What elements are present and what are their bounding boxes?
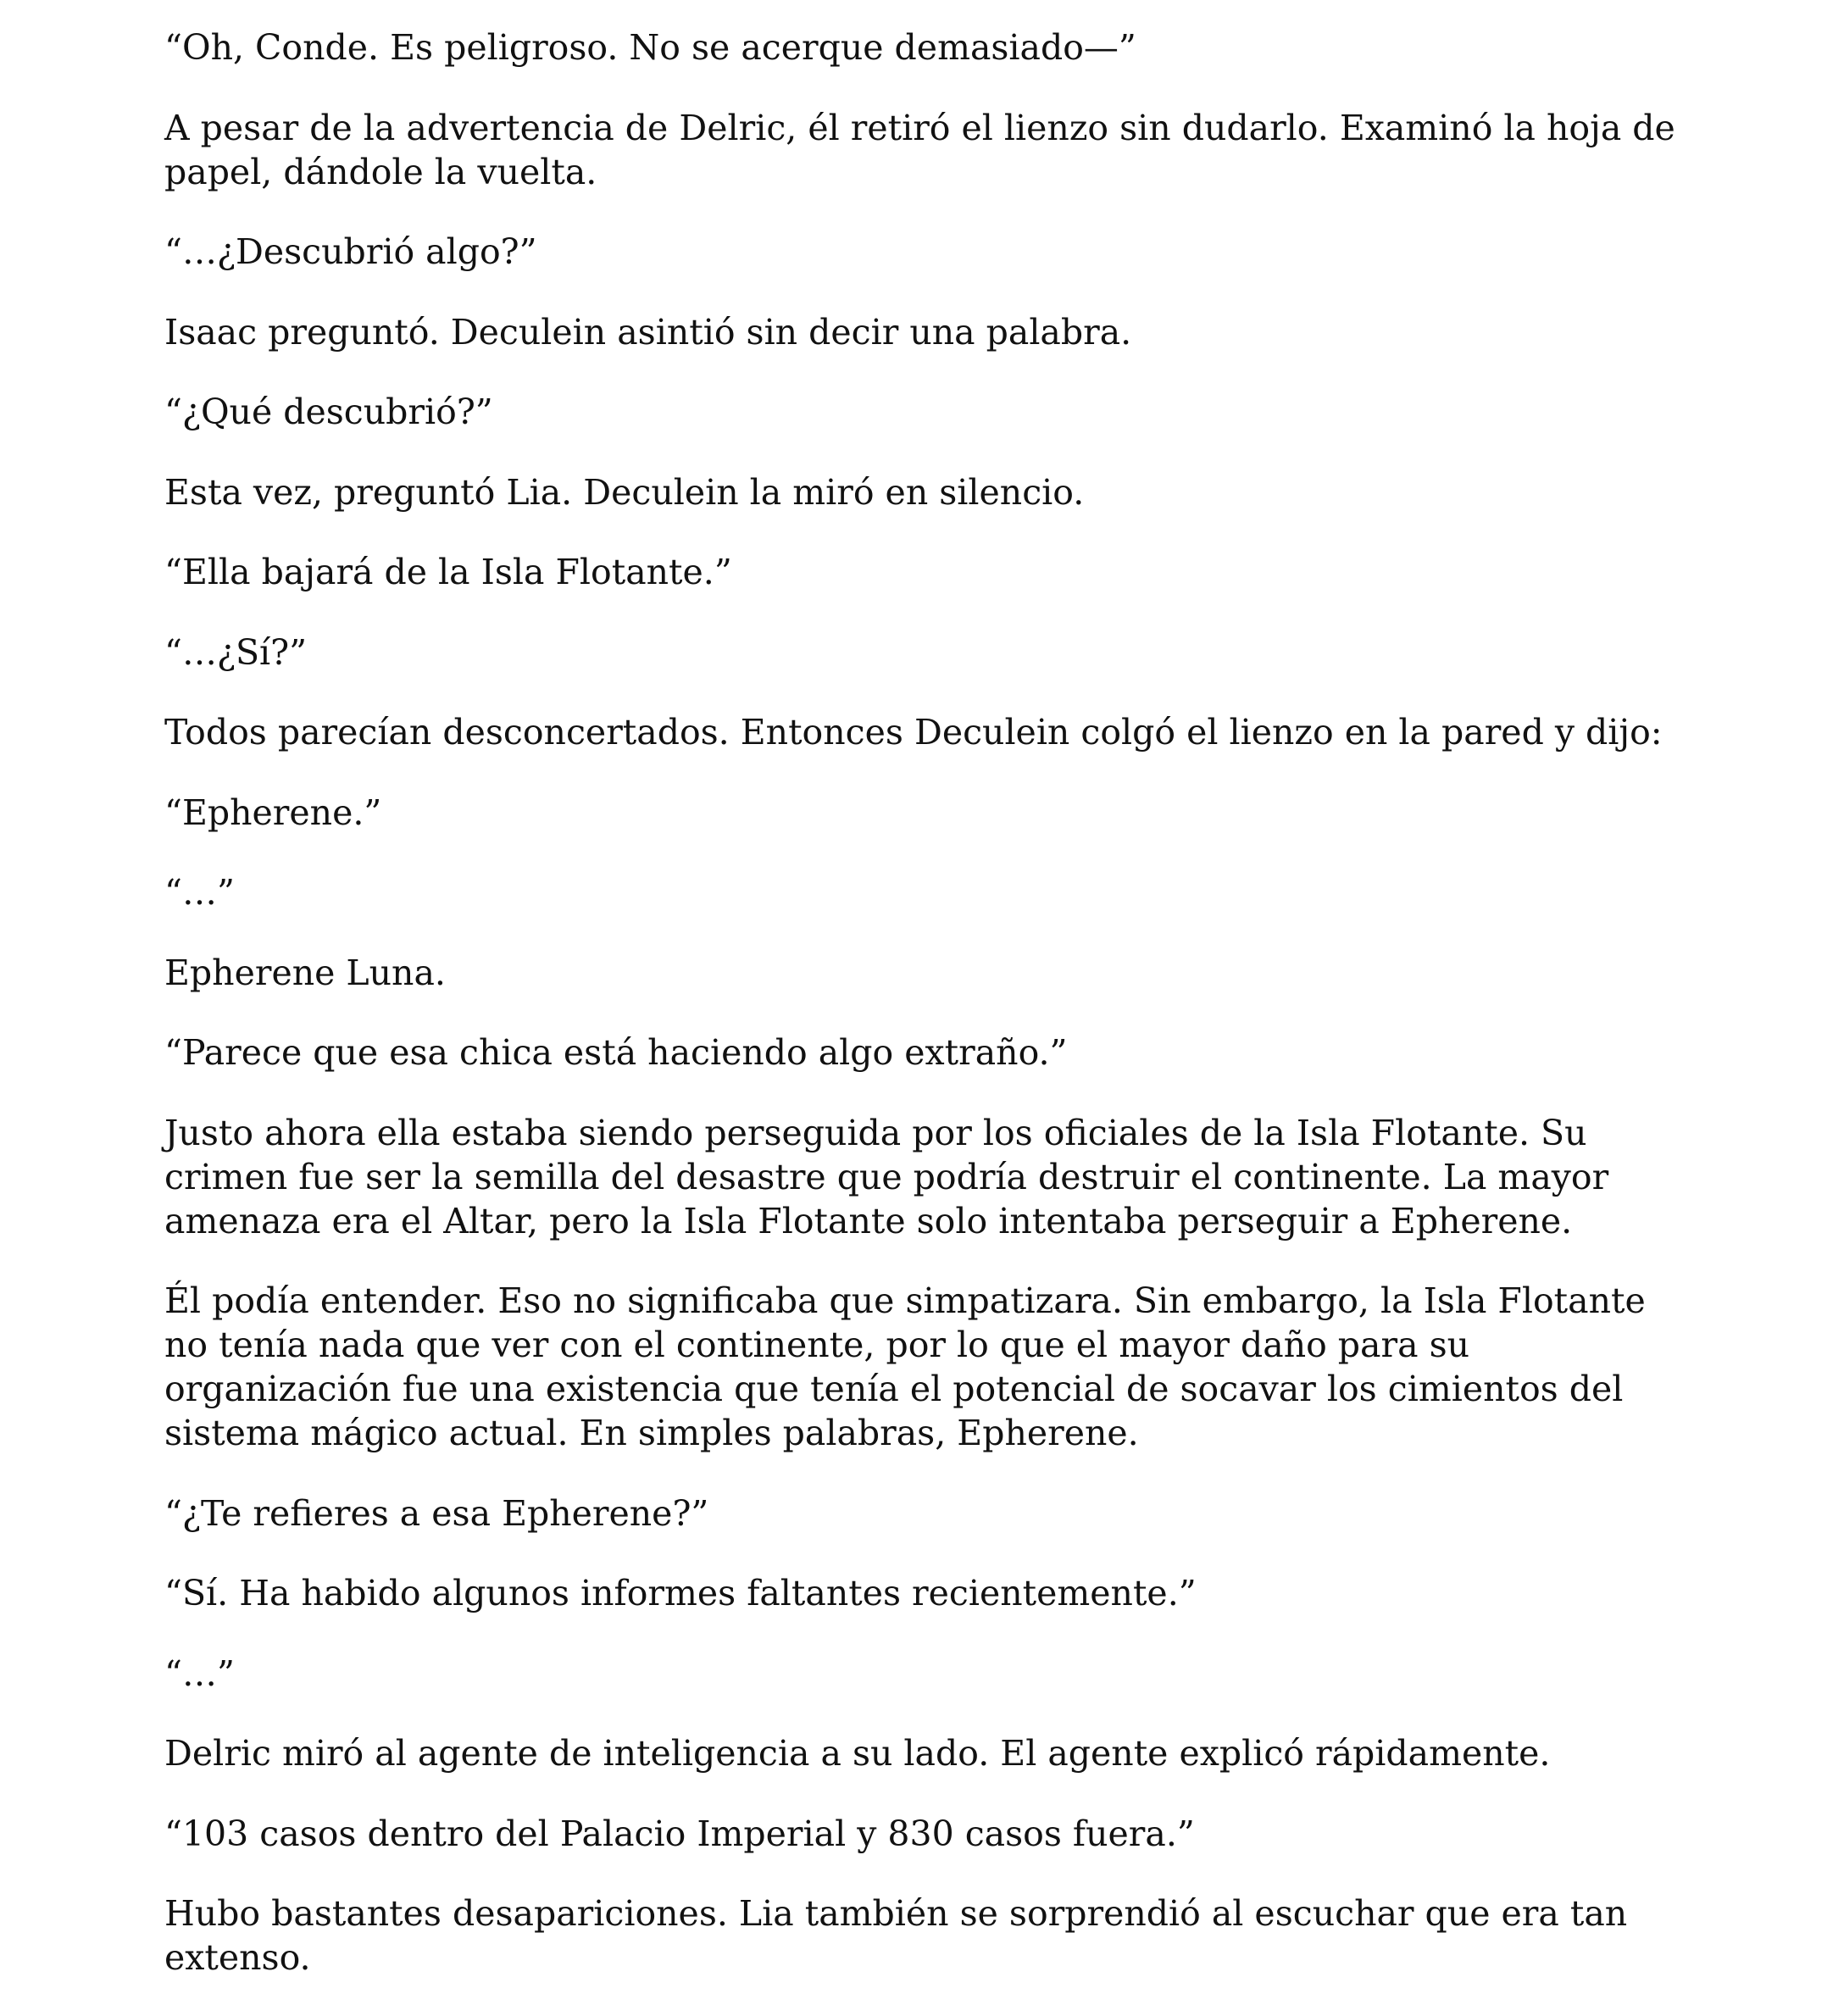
paragraph: Justo ahora ella estaba siendo perseguida por los oficiales de la Isla Flotante. Su crimen fue ser la semilla del desastre que podría destruir el continente. La mayor amenaza era el Altar, pero la Isla Flotante solo intentaba perseguir a Epherene. [164, 1112, 1609, 1241]
paragraph: Isaac preguntó. Deculein asintió sin decir una palabra. [164, 311, 1132, 353]
paragraph: “Oh, Conde. Es peligroso. No se acerque demasiado—” [164, 27, 1136, 68]
paragraph: “…” [164, 1652, 235, 1694]
paragraph: A pesar de la advertencia de Delric, él retiró el lienzo sin dudarlo. Examinó la hoja de papel, dándole la vuelta. [164, 107, 1675, 192]
paragraph: “¿Te refieres a esa Epherene?” [164, 1492, 709, 1534]
paragraph: Delric miró al agente de inteligencia a su lado. El agente explicó rápidamente. [164, 1733, 1551, 1774]
paragraph: Epherene Luna. [164, 952, 446, 993]
paragraph: Esta vez, preguntó Lia. Deculein la miró en silencio. [164, 471, 1085, 513]
paragraph: “…¿Descubrió algo?” [164, 231, 537, 272]
paragraph: “Epherene.” [164, 791, 382, 833]
paragraph: “…¿Sí?” [164, 631, 308, 673]
paragraph: “Sí. Ha habido algunos informes faltantes recientemente.” [164, 1573, 1197, 1613]
paragraph: “Parece que esa chica está haciendo algo extraño.” [164, 1032, 1068, 1073]
paragraph: “Ella bajará de la Isla Flotante.” [164, 552, 732, 592]
paragraph: Todos parecían desconcertados. Entonces Deculein colgó el lienzo en la pared y dijo: [164, 712, 1663, 753]
paragraph: Él podía entender. Eso no significaba que simpatizara. Sin embargo, la Isla Flotante no tenía nada que ver con el continente, por lo que el mayor daño para su organización fue una existencia que tenía el potencial de socavar los cimientos del sistema mágico actual. En simples palabras, Epherene. [164, 1280, 1646, 1453]
paragraph: “103 casos dentro del Palacio Imperial y 830 casos fuera.” [164, 1813, 1195, 1854]
paragraph: Hubo bastantes desapariciones. Lia también se sorprendió al escuchar que era tan extenso. [164, 1893, 1628, 1978]
document-page [164, 25, 1690, 2016]
paragraph: “¿Qué descubrió?” [164, 392, 493, 432]
paragraph: “…” [164, 872, 235, 913]
